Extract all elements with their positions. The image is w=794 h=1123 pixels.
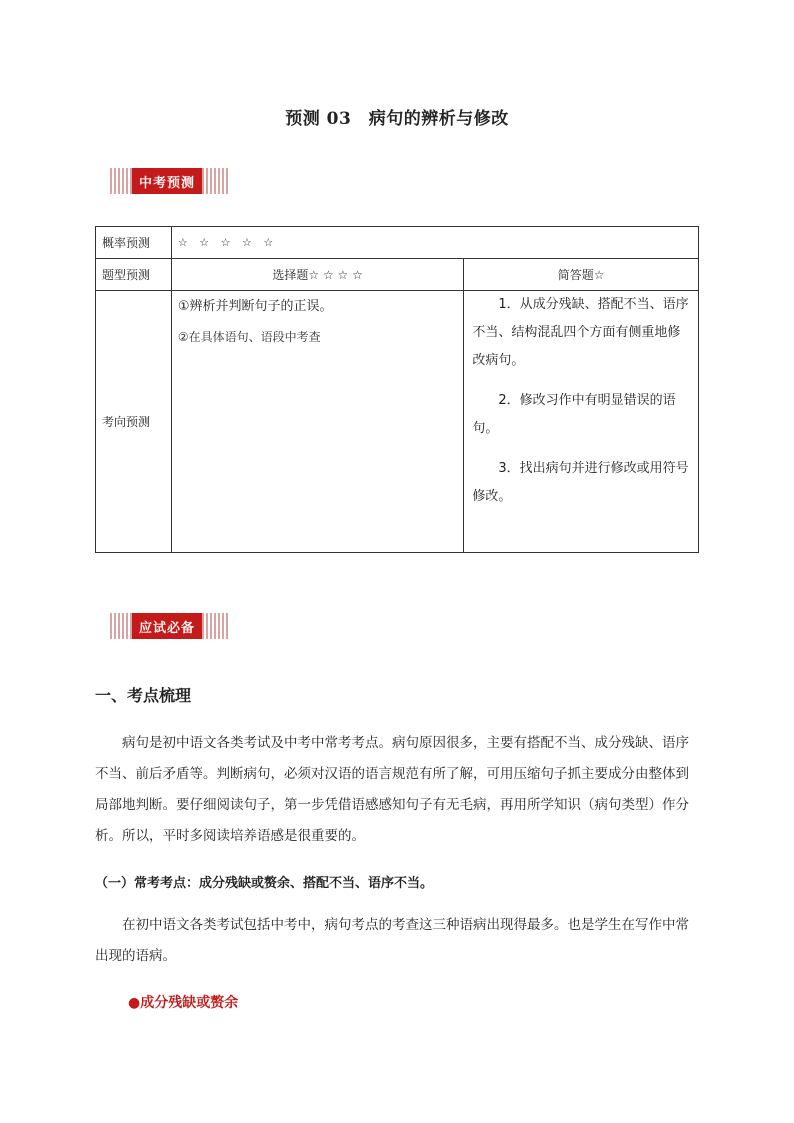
- table-row: [96, 259, 699, 291]
- body-paragraph: 病句是初中语文各类考试及中考中常考考点。病句原因很多，主要有搭配不当、成分残缺、语序不当、前后矛盾等。判断病句，必须对汉语的语言规范有所了解，可用压缩句子抓主要成分由整体到局部地判断。要仔细阅读句子，第一步凭借语感感知句子有无毛病，再用所学知识（病句类型）作分析。所以，平时多阅读培养语感是很重要的。: [95, 735, 689, 844]
- page-title: 预测 03 病句的辨析与修改: [285, 109, 509, 129]
- subheading: （一）常考考点：成分残缺或赘余、搭配不当、语序不当。: [95, 876, 434, 891]
- banner-label: 应试必备: [132, 613, 202, 639]
- section-banner-preparation: [110, 613, 228, 639]
- list-item: 1．从成分残缺、搭配不当、语序不当、结构混乱四个方面有侧重地修改病句。: [472, 297, 689, 368]
- banner-stripes-left: [110, 613, 132, 639]
- choice-items-cell: [171, 291, 463, 553]
- answer-type: 简答题☆: [464, 259, 699, 291]
- probability-stars: ☆ ☆ ☆ ☆ ☆: [171, 227, 698, 259]
- row-label: 概率预测: [96, 227, 172, 259]
- list-item: ②在具体语句、语段中考查: [177, 330, 321, 344]
- list-item: 3．找出病句并进行修改或用符号修改。: [472, 461, 689, 504]
- table-row: [96, 291, 699, 553]
- bullet-item: ●成分残缺或赘余: [128, 995, 239, 1011]
- banner-stripes-left: [110, 168, 132, 194]
- body-paragraph: 在初中语文各类考试包括中考中，病句考点的考查这三种语病出现得最多。也是学生在写作中常出现的语病。: [95, 917, 689, 964]
- banner-stripes-right: [202, 613, 228, 639]
- table-row: [96, 227, 699, 259]
- answer-items-cell: [464, 291, 699, 553]
- list-item: 2．修改习作中有明显错误的语句。: [472, 393, 676, 436]
- section-banner-forecast: [110, 168, 228, 194]
- list-item: ①辨析并判断句子的正误。: [177, 299, 333, 314]
- banner-label: 中考预测: [132, 168, 202, 194]
- section-heading: 一、考点梳理: [95, 686, 192, 705]
- row-label: 题型预测: [96, 259, 172, 291]
- choice-type: 选择题☆ ☆ ☆ ☆: [171, 259, 463, 291]
- row-label: 考向预测: [96, 291, 172, 553]
- forecast-table: [95, 226, 699, 553]
- banner-stripes-right: [202, 168, 228, 194]
